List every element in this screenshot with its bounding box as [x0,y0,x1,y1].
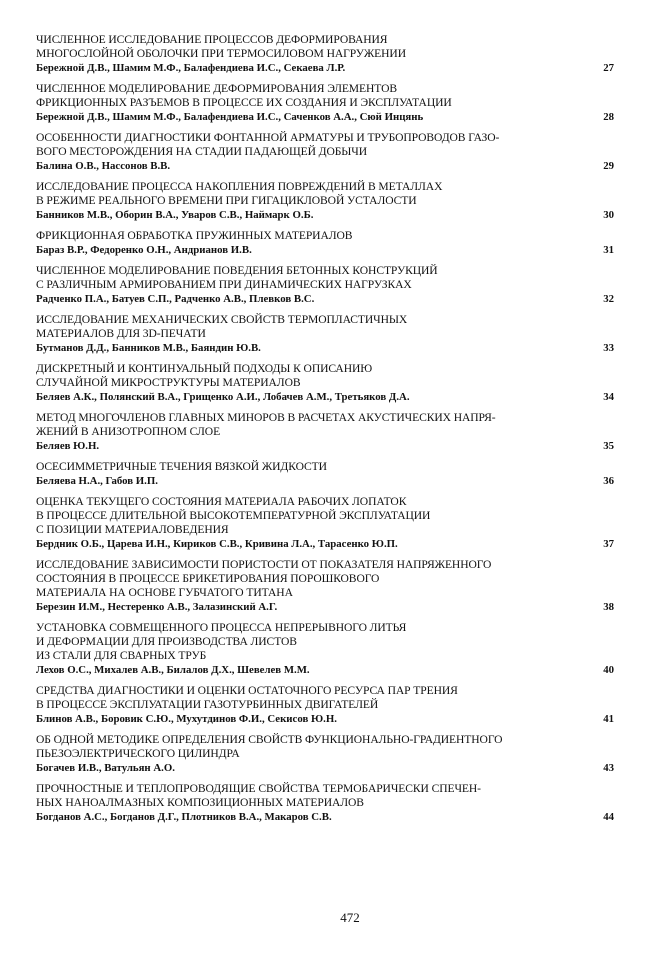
entry-title-line: УСТАНОВКА СОВМЕЩЕННОГО ПРОЦЕССА НЕПРЕРЫВНОГО ЛИТЬЯ [36,621,407,634]
entry-title-line: ИССЛЕДОВАНИЕ ЗАВИСИМОСТИ ПОРИСТОСТИ ОТ ПОКАЗАТЕЛЯ НАПРЯЖЕННОГО [36,558,492,571]
entry-title-line: В ПРОЦЕССЕ ЭКСПЛУАТАЦИИ ГАЗОТУРБИННЫХ ДВИГАТЕЛЕЙ [36,698,379,711]
entry-page: 30 [603,209,614,221]
entry-authors-row [36,537,614,551]
entry-authors: Бутманов Д.Д., Банников М.В., Баяндин Ю.В. [36,342,261,354]
entry-title-line: В РЕЖИМЕ РЕАЛЬНОГО ВРЕМЕНИ ПРИ ГИГАЦИКЛОВОЙ УСТАЛОСТИ [36,194,417,207]
toc-entry [36,264,614,306]
entry-authors-row [36,390,614,404]
entry-authors: Березин И.М., Нестеренко А.В., Залазинский А.Г. [36,601,278,613]
entry-page: 29 [603,160,614,172]
toc-entry [36,131,614,173]
entry-authors-row [36,663,614,677]
toc-entry [36,684,614,726]
entry-title-line: ДИСКРЕТНЫЙ И КОНТИНУАЛЬНЫЙ ПОДХОДЫ К ОПИСАНИЮ [36,362,373,375]
entry-title-line: В ПРОЦЕССЕ ДЛИТЕЛЬНОЙ ВЫСОКОТЕМПЕРАТУРНОЙ ЭКСПЛУАТАЦИИ [36,509,431,522]
entry-title-line: ОБ ОДНОЙ МЕТОДИКЕ ОПРЕДЕЛЕНИЯ СВОЙСТВ ФУНКЦИОНАЛЬНО-ГРАДИЕНТНОГО [36,733,503,746]
entry-title-line: МАТЕРИАЛА НА ОСНОВЕ ГУБЧАТОГО ТИТАНА [36,586,293,599]
entry-authors-row [36,439,614,453]
entry-authors: Радченко П.А., Батуев С.П., Радченко А.В., Плевков В.С. [36,293,315,305]
entry-authors: Богачев И.В., Ватульян А.О. [36,762,175,774]
entry-authors: Бережной Д.В., Шамим М.Ф., Балафендиева И.С., Секаева Л.Р. [36,62,346,74]
entry-page: 35 [603,440,614,452]
entry-title-line: ИССЛЕДОВАНИЕ ПРОЦЕССА НАКОПЛЕНИЯ ПОВРЕЖДЕНИЙ В МЕТАЛЛАХ [36,180,443,193]
entry-page: 34 [603,391,614,403]
entry-authors-row [36,600,614,614]
toc-entry [36,33,614,75]
entry-title-line: ОСОБЕННОСТИ ДИАГНОСТИКИ ФОНТАННОЙ АРМАТУРЫ И ТРУБОПРОВОДОВ ГАЗО- [36,131,500,144]
entry-authors-row [36,761,614,775]
toc-entry [36,313,614,355]
entry-title-line: ВОГО МЕСТОРОЖДЕНИЯ НА СТАДИИ ПАДАЮЩЕЙ ДОБЫЧИ [36,145,367,158]
toc-entry [36,621,614,677]
entry-authors-row [36,61,614,75]
page-number: 472 [340,910,360,925]
toc-entry [36,411,614,453]
entry-authors: Лехов О.С., Михалев А.В., Билалов Д.Х., Шевелев М.М. [36,664,310,676]
entry-authors: Балина О.В., Нассонов В.В. [36,160,171,172]
entry-title-line: ФРИКЦИОННАЯ ОБРАБОТКА ПРУЖИННЫХ МАТЕРИАЛОВ [36,229,353,242]
entry-page: 32 [603,293,614,305]
entry-title-line: ИЗ СТАЛИ ДЛЯ СВАРНЫХ ТРУБ [36,649,207,662]
entry-title-line: ОСЕСИММЕТРИЧНЫЕ ТЕЧЕНИЯ ВЯЗКОЙ ЖИДКОСТИ [36,460,327,473]
entry-page: 33 [603,342,614,354]
toc-entry [36,460,614,488]
entry-authors: Беляев Ю.Н. [36,440,100,452]
entry-title-line: СРЕДСТВА ДИАГНОСТИКИ И ОЦЕНКИ ОСТАТОЧНОГО РЕСУРСА ПАР ТРЕНИЯ [36,684,458,697]
entry-page: 31 [603,244,614,256]
entry-authors: Богданов А.С., Богданов Д.Г., Плотников В.А., Макаров С.В. [36,811,332,823]
entry-title-line: МЕТОД МНОГОЧЛЕНОВ ГЛАВНЫХ МИНОРОВ В РАСЧЕТАХ АКУСТИЧЕСКИХ НАПРЯ- [36,411,496,424]
toc-entry [36,495,614,551]
entry-authors: Беляева Н.А., Габов И.П. [36,475,158,487]
entry-title-line: МНОГОСЛОЙНОЙ ОБОЛОЧКИ ПРИ ТЕРМОСИЛОВОМ НАГРУЖЕНИИ [36,47,406,60]
entry-authors-row [36,110,614,124]
entry-title-line: ЧИСЛЕННОЕ МОДЕЛИРОВАНИЕ ДЕФОРМИРОВАНИЯ ЭЛЕМЕНТОВ [36,82,398,95]
entry-title-line: ЖЕНИЙ В АНИЗОТРОПНОМ СЛОЕ [36,425,221,438]
entry-authors-row [36,292,614,306]
entry-page: 37 [603,538,614,550]
entry-title-line: И ДЕФОРМАЦИИ ДЛЯ ПРОИЗВОДСТВА ЛИСТОВ [36,635,297,648]
entry-title-line: НЫХ НАНОАЛМАЗНЫХ КОМПОЗИЦИОННЫХ МАТЕРИАЛОВ [36,796,364,809]
entry-title-line: ЧИСЛЕННОЕ ИССЛЕДОВАНИЕ ПРОЦЕССОВ ДЕФОРМИРОВАНИЯ [36,33,388,46]
entry-title-line: ОЦЕНКА ТЕКУЩЕГО СОСТОЯНИЯ МАТЕРИАЛА РАБОЧИХ ЛОПАТОК [36,495,407,508]
toc-entry [36,558,614,614]
entry-authors: Бердник О.Б., Царева И.Н., Кириков С.В., Кривина Л.А., Тарасенко Ю.П. [36,538,398,550]
entry-title-line: ПРОЧНОСТНЫЕ И ТЕПЛОПРОВОДЯЩИЕ СВОЙСТВА ТЕРМОБАРИЧЕСКИ СПЕЧЕН- [36,782,481,795]
entry-authors-row [36,243,614,257]
entry-title-line: СЛУЧАЙНОЙ МИКРОСТРУКТУРЫ МАТЕРИАЛОВ [36,376,301,389]
toc-entry [36,82,614,124]
toc-entry [36,733,614,775]
entry-authors-row [36,159,614,173]
entry-authors: Бережной Д.В., Шамим М.Ф., Балафендиева И.С., Саченков А.А., Сюй Инцянь [36,111,424,123]
entry-title-line: С РАЗЛИЧНЫМ АРМИРОВАНИЕМ ПРИ ДИНАМИЧЕСКИХ НАГРУЗКАХ [36,278,412,291]
entry-page: 41 [603,713,614,725]
entry-authors-row [36,712,614,726]
entry-title-line: ПЬЕЗОЭЛЕКТРИЧЕСКОГО ЦИЛИНДРА [36,747,240,760]
table-of-contents [36,33,614,831]
toc-entry [36,782,614,824]
toc-entry [36,362,614,404]
entry-authors-row [36,208,614,222]
entry-title-line: ЧИСЛЕННОЕ МОДЕЛИРОВАНИЕ ПОВЕДЕНИЯ БЕТОННЫХ КОНСТРУКЦИЙ [36,264,438,277]
entry-title-line: МАТЕРИАЛОВ ДЛЯ 3D-ПЕЧАТИ [36,327,206,340]
toc-entry [36,180,614,222]
toc-entry [36,229,614,257]
entry-page: 44 [603,811,614,823]
entry-authors-row [36,341,614,355]
entry-page: 27 [603,62,614,74]
entry-authors: Бараз В.Р., Федоренко О.Н., Андрианов И.В. [36,244,252,256]
entry-page: 28 [603,111,614,123]
entry-title-line: СОСТОЯНИЯ В ПРОЦЕССЕ БРИКЕТИРОВАНИЯ ПОРОШКОВОГО [36,572,380,585]
entry-page: 36 [603,475,614,487]
entry-page: 40 [603,664,614,676]
entry-title-line: С ПОЗИЦИИ МАТЕРИАЛОВЕДЕНИЯ [36,523,229,536]
entry-page: 43 [603,762,614,774]
entry-title-line: ИССЛЕДОВАНИЕ МЕХАНИЧЕСКИХ СВОЙСТВ ТЕРМОПЛАСТИЧНЫХ [36,313,408,326]
entry-authors: Блинов А.В., Боровик С.Ю., Мухутдинов Ф.И., Секисов Ю.Н. [36,713,337,725]
entry-authors-row [36,810,614,824]
entry-title-line: ФРИКЦИОННЫХ РАЗЪЕМОВ В ПРОЦЕССЕ ИХ СОЗДАНИЯ И ЭКСПЛУАТАЦИИ [36,96,452,109]
entry-authors-row [36,474,614,488]
entry-authors: Беляев А.К., Полянский В.А., Грищенко А.И., Лобачев А.М., Третьяков Д.А. [36,391,410,403]
entry-page: 38 [603,601,614,613]
entry-authors: Банников М.В., Оборин В.А., Уваров С.В., Наймарк О.Б. [36,209,314,221]
